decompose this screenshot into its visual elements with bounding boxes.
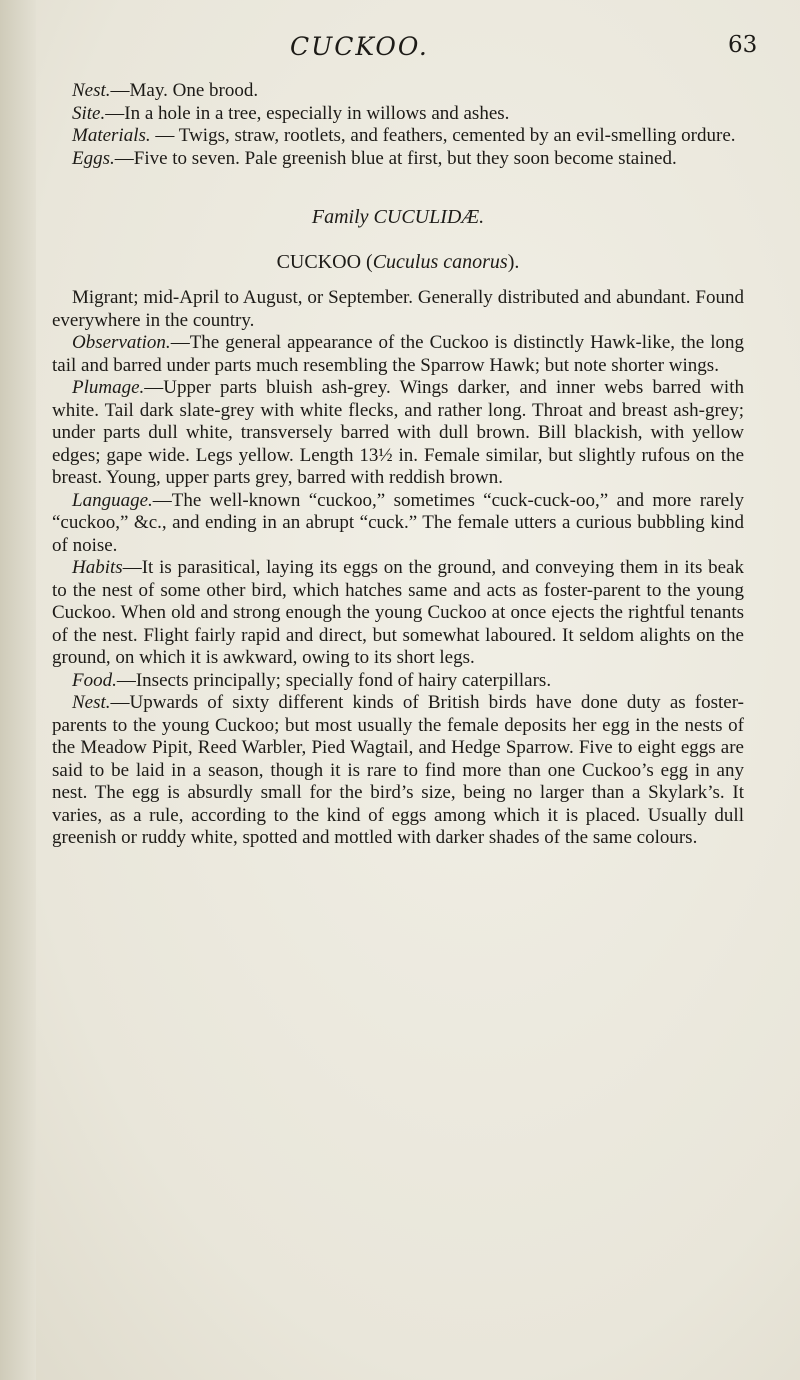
family-heading	[52, 206, 744, 229]
entry-lead: Habits	[72, 557, 123, 578]
family-prefix: Family	[311, 206, 369, 228]
entry-text: —It is parasitical, laying its eggs on the ground, and conveying them in its beak to the nest of some other bird, which hatches same and acts as foster-parent to the young Cuckoo. When old and strong enough the young Cuckoo at once ejects the rightful tenants of the nest. Flight fairly rapid and direct, but somewhat laboured. It seldom alights on the ground, on which it is awkward, owing to its short legs.	[52, 557, 744, 668]
plumage-entry	[52, 377, 744, 490]
intro-entry: Migrant; mid-April to August, or September. Generally distributed and abundant. Found everywhere in the country.	[52, 287, 744, 331]
entry-text: —Upwards of sixty different kinds of British birds have done duty as foster-parents to the young Cuckoo; but most usually the female deposits her egg in the nests of the Meadow Pipit, Reed Warbler, Pied Wagtail, and Hedge Sparrow. Five to eight eggs are said to be laid in a season, though it is rare to find more than one Cuckoo’s egg in any nest. The egg is absurdly small for the bird’s size, being no larger than a Skylark’s. It varies, as a rule, according to the kind of eggs among which it is placed. Usually dull greenish or ruddy white, spotted and mottled with darker shades of the same colours.	[52, 692, 744, 848]
entry-text: —The well-known “cuckoo,” sometimes “cuck-cuck-oo,” and more rarely “cuckoo,” &c., and ending in an abrupt “cuck.” The female utters a curious bubbling kind of noise.	[52, 489, 744, 556]
page-body	[52, 80, 744, 850]
prev-materials-entry	[52, 125, 744, 148]
page-gutter-shadow	[0, 0, 36, 1380]
entry-lead: Food.	[72, 669, 117, 691]
scientific-name: Cuculus canorus	[372, 250, 508, 273]
entry-lead: Plumage.	[72, 377, 145, 398]
entry-text: —Insects principally; specially fond of hairy caterpillars.	[116, 669, 552, 691]
entry-text: —Five to seven. Pale greenish blue at first, but they soon become stained.	[114, 147, 677, 169]
entry-text: —The general appearance of the Cuckoo is distinctly Hawk-like, the long tail and barred under parts much resembling the Sparrow Hawk; but note shorter wings.	[52, 332, 744, 376]
nest-entry	[52, 692, 744, 850]
running-head: CUCKOO.	[290, 32, 429, 61]
prev-site-entry	[52, 103, 744, 126]
food-entry	[52, 670, 744, 693]
entry-text: —May. One brood.	[110, 80, 259, 101]
entry-lead: Nest.	[72, 80, 111, 101]
species-heading: CUCKOO (Cuculus canorus).	[276, 250, 520, 273]
entry-lead: Language.	[72, 489, 153, 511]
prev-eggs-entry	[52, 148, 744, 171]
page-number: 63	[728, 32, 758, 58]
entry-lead: Materials.	[72, 125, 151, 146]
page-header	[0, 24, 800, 60]
entry-lead: Nest.	[72, 692, 111, 713]
observation-entry	[52, 332, 744, 377]
habits-entry	[52, 557, 744, 670]
entry-text: — Twigs, straw, rootlets, and feathers, cemented by an evil-smelling ordure.	[150, 125, 736, 146]
family-name: CUCULIDÆ.	[373, 206, 485, 228]
species-name: CUCKOO	[276, 250, 362, 273]
entry-lead: Site.	[72, 102, 106, 124]
entry-text: —Upper parts bluish ash-grey. Wings darker, and inner webs barred with white. Tail dark slate-grey with white flecks, and rather long. Throat and breast ash-grey; under parts dull white, transversely barred with dull brown. Bill blackish, with yellow edges; gape wide. Legs yellow. Length 13½ in. Female similar, but slightly rufous on the breast. Young, upper parts grey, barred with reddish brown.	[52, 377, 744, 488]
entry-lead: Eggs.	[72, 147, 115, 169]
language-entry	[52, 490, 744, 558]
entry-lead: Observation.	[72, 332, 171, 353]
entry-text: —In a hole in a tree, especially in willows and ashes.	[105, 102, 510, 124]
prev-nest-entry	[52, 80, 744, 103]
